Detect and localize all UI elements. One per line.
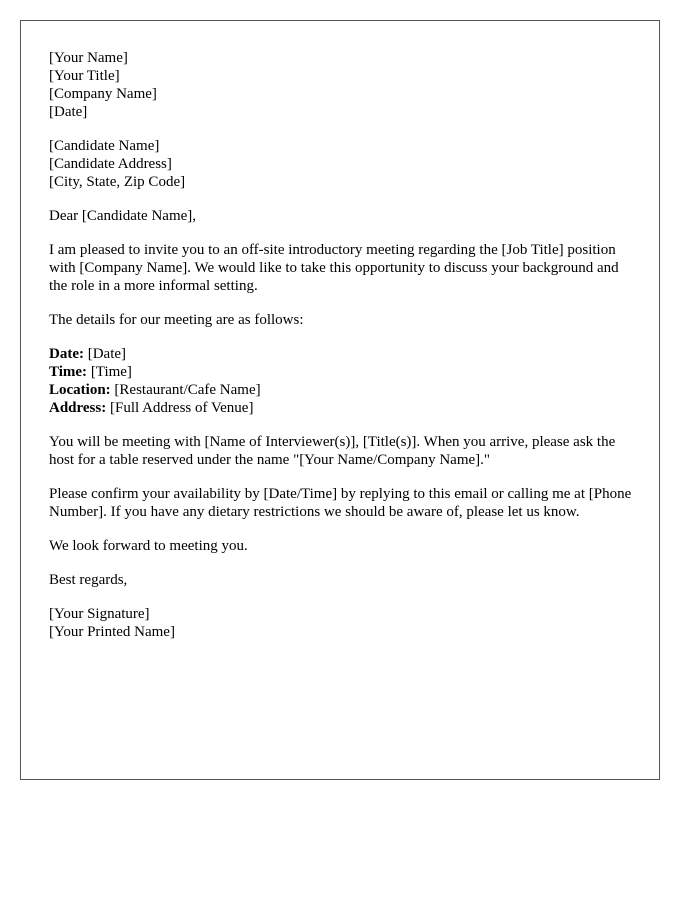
detail-address-value: [Full Address of Venue] — [106, 400, 254, 416]
detail-time-label: Time: — [49, 364, 88, 380]
recipient-city-state-zip: [City, State, Zip Code] — [49, 174, 186, 190]
recipient-block — [49, 137, 639, 191]
detail-date — [49, 345, 639, 363]
regards: Best regards, — [49, 572, 128, 588]
closing-line: We look forward to meeting you. — [49, 538, 248, 554]
printed-name: [Your Printed Name] — [49, 624, 175, 640]
detail-location-label: Location: — [49, 382, 111, 398]
detail-location-value: [Restaurant/Cafe Name] — [110, 382, 261, 398]
detail-date-value: [Date] — [83, 346, 127, 362]
meeting-details — [49, 345, 639, 417]
sender-title: [Your Title] — [49, 68, 120, 84]
letter-date: [Date] — [49, 104, 88, 120]
meeting-with-paragraph: You will be meeting with [Name of Interviewer(s)], [Title(s)]. When you arrive, please ask the host for a table reserved under the name "[Your Name/Company Name]." — [49, 434, 616, 468]
details-intro: The details for our meeting are as follows: — [49, 312, 304, 328]
salutation: Dear [Candidate Name], — [49, 208, 197, 224]
intro-paragraph: I am pleased to invite you to an off-site introductory meeting regarding the [Job Title] position with [Company Name]. We would like to take this opportunity to discuss your background and the role in a more informal setting. — [49, 242, 619, 294]
detail-location — [49, 381, 639, 399]
signature: [Your Signature] — [49, 606, 150, 622]
sender-name: [Your Name] — [49, 50, 128, 66]
recipient-address: [Candidate Address] — [49, 156, 172, 172]
recipient-name: [Candidate Name] — [49, 138, 160, 154]
signature-block — [49, 605, 639, 641]
sender-company: [Company Name] — [49, 86, 157, 102]
detail-address-label: Address: — [49, 400, 107, 416]
sender-block — [49, 49, 639, 121]
detail-address — [49, 399, 639, 417]
detail-time — [49, 363, 639, 381]
letter-body — [49, 49, 639, 657]
confirm-paragraph: Please confirm your availability by [Date/Time] by replying to this email or calling me at [Phone Number]. If you have any dietary restrictions we should be aware of, please let us know. — [49, 486, 632, 520]
letter-page — [20, 20, 660, 780]
detail-date-label: Date: — [49, 346, 84, 362]
detail-time-value: [Time] — [87, 364, 132, 380]
